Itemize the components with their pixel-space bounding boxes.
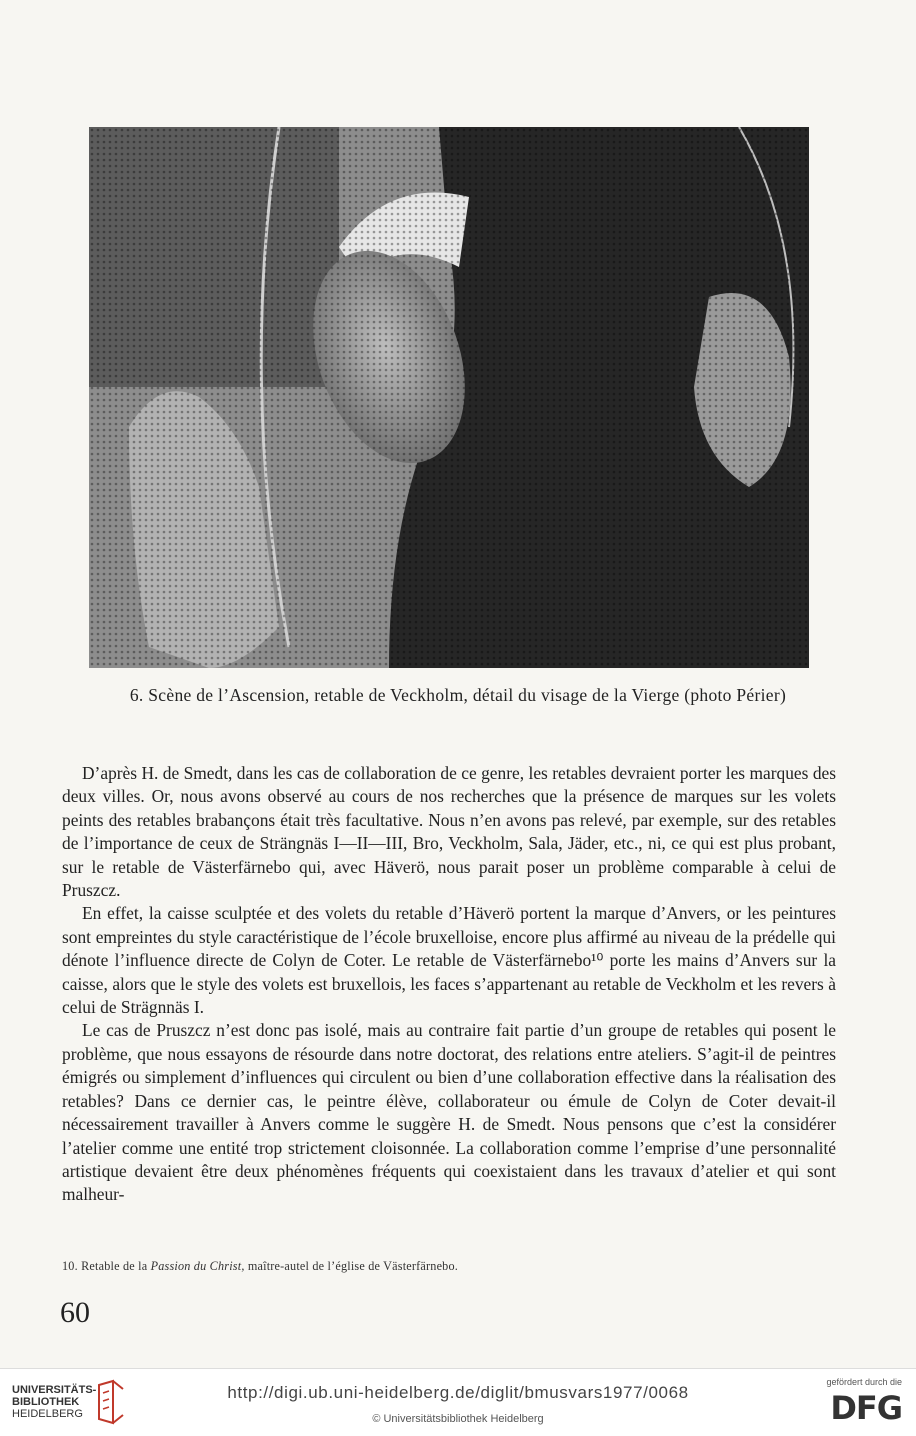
footnote	[62, 1259, 842, 1274]
footnote-prefix: Retable de la	[81, 1259, 148, 1273]
paragraph-3: Le cas de Pruszcz n’est donc pas isolé, mais au contraire fait partie d’un groupe de retables qui posent le problème, que nous essayons de résourde dans notre doctorat, des relations entre ateliers. S’agit-il de peintres émigrés ou simplement d’influences qui circulent ou bien d’une collaboration effective dans la réalisation des retables? Dans ce dernier cas, le peintre élève, collaborateur ou émule de Colyn de Coter devait-il nécessairement travailler à Anvers comme le suggère H. de Smedt. Nous pensons que c’est la considérer l’atelier comme une entité trop strictement cloisonnée. La collaboration comme l’emprise d’une personnalité artistique devaient être deux phénomènes fréquents qui coexistaient dans les travaux d’atelier et qui sont malheur-	[62, 1020, 836, 1205]
footnote-suffix: maître-autel de l’église de Västerfärnebo.	[247, 1259, 459, 1273]
virgin-face-photo	[89, 127, 809, 668]
footer-bar	[0, 1368, 916, 1436]
library-name-line3: HEIDELBERG	[12, 1408, 83, 1420]
dfg-logo[interactable]: DFG	[830, 1389, 902, 1427]
copyright-notice: © Universitätsbibliothek Heidelberg	[372, 1413, 544, 1425]
body-text	[62, 762, 836, 1207]
permalink-url[interactable]: http://digi.ub.uni-heidelberg.de/diglit/bmusvars1977/0068	[227, 1383, 689, 1402]
figure-photo	[89, 127, 809, 668]
page-number: 60	[60, 1296, 90, 1329]
paragraph-1: D’après H. de Smedt, dans les cas de collaboration de ce genre, les retables devraient porter les marques des deux villes. Or, nous avons observé au cours de nos recherches que la présence de marques sur les volets peints des retables brabançons était très facultative. Nous n’en avons pas relevé, par exemple, sur des retables de l’importance de ceux de Strängnäs I—II—III, Bro, Veckholm, Sala, Jäder, etc., ni, ce qui est plus probant, sur le retable de Västerfärnebo qui, avec Häverö, nous parait poser un problème comparable à celui de Pruszcz.	[62, 763, 836, 901]
library-name-line1: UNIVERSITÄTS-	[12, 1384, 97, 1396]
paragraph-2: En effet, la caisse sculptée et des volets du retable d’Häverö portent la marque d’Anvers, or les peintures sont empreintes du style caractéristique de l’école bruxelloise, encore plus affirmé au niveau de la prédelle qui dénote l’influence directe de Colyn de Coter. Le retable de Västerfärnebo¹⁰ porte les mains d’Anvers sur la caisse, alors que le style des volets est bruxellois, les faces s’appartenant au retable de Veckholm et les revers à celui de Strägnnäs I.	[62, 903, 836, 1018]
figure-caption: 6. Scène de l’Ascension, retable de Veckholm, détail du visage de la Vierge (photo Périer)	[129, 685, 787, 705]
library-name-line2: BIBLIOTHEK	[12, 1396, 80, 1408]
footnote-number: 10.	[62, 1259, 78, 1273]
footnote-title: Passion du Christ,	[150, 1259, 245, 1273]
funder-label: gefördert durch die	[826, 1377, 902, 1387]
